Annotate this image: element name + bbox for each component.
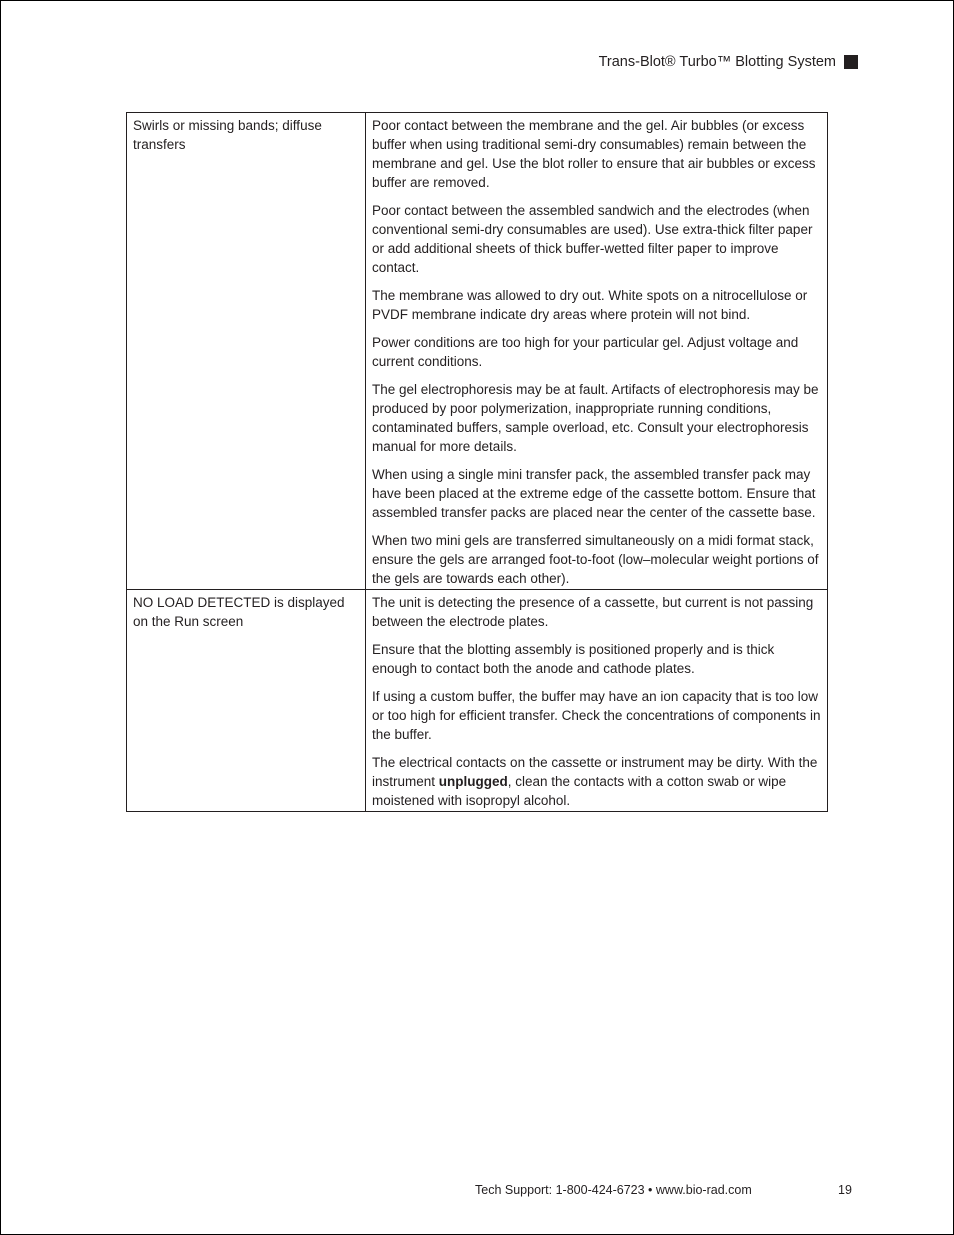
text-span: , clean the contacts with a cotton swab or wipe moistened with isopropyl alcohol. xyxy=(372,774,787,808)
solution-paragraph: If using a custom buffer, the buffer may have an ion capacity that is too low or too high for efficient transfer. Check the concentrations of components in the buffer. xyxy=(372,689,821,742)
solution-paragraph: The unit is detecting the presence of a cassette, but current is not passing between the electrode plates. xyxy=(372,595,814,629)
solution-paragraph xyxy=(372,753,821,810)
solution-paragraph: Poor contact between the membrane and the gel. Air bubbles (or excess buffer when using traditional semi-dry consumables) remain between the membrane and gel. Use the blot roller to ensure that air bubbles or excess buffer are removed. xyxy=(372,118,816,190)
troubleshooting-table xyxy=(126,112,828,812)
table-row xyxy=(127,590,828,812)
solution-paragraph: Ensure that the blotting assembly is positioned properly and is thick enough to contact both the anode and cathode plates. xyxy=(372,642,775,676)
solution-paragraph: The gel electrophoresis may be at fault. Artifacts of electrophoresis may be produced by poor polymerization, inappropriate running conditions, contaminated buffers, sample overload, etc. Consult your electrophoresis manual for more details. xyxy=(372,382,819,454)
page-number: 19 xyxy=(838,1183,852,1197)
bold-text: unplugged xyxy=(438,774,508,789)
header-title: Trans-Blot® Turbo™ Blotting System xyxy=(598,54,836,70)
running-header xyxy=(599,54,858,70)
problem-cell: Swirls or missing bands; diffuse transfers xyxy=(127,113,366,590)
problem-cell: NO LOAD DETECTED is displayed on the Run screen xyxy=(127,590,366,812)
solution-paragraph: Power conditions are too high for your particular gel. Adjust voltage and current conditions. xyxy=(372,335,799,369)
solution-cell xyxy=(366,590,828,812)
solution-paragraph: When two mini gels are transferred simultaneously on a midi format stack, ensure the gels are arranged foot-to-foot (low–molecular weight portions of the gels are towards each other). xyxy=(372,533,819,586)
table-row xyxy=(127,113,828,590)
solution-paragraph: When using a single mini transfer pack, the assembled transfer pack may have been placed at the extreme edge of the cassette bottom. Ensure that assembled transfer packs are placed near the center of the cassette base. xyxy=(372,467,816,520)
solution-paragraph: The membrane was allowed to dry out. White spots on a nitrocellulose or PVDF membrane indicate dry areas where protein will not bind. xyxy=(372,288,808,322)
footer-support: Tech Support: 1-800-424-6723 • www.bio-rad.com xyxy=(475,1183,752,1197)
solution-cell xyxy=(366,113,828,590)
header-square-marker xyxy=(844,55,858,69)
solution-paragraph: Poor contact between the assembled sandwich and the electrodes (when conventional semi-dry consumables are used). Use extra-thick filter paper or add additional sheets of thick buffer-wetted filter paper to improve contact. xyxy=(372,203,813,275)
text-span: The electrical contacts on the cassette or instrument may be dirty. With the instrument xyxy=(372,755,818,789)
